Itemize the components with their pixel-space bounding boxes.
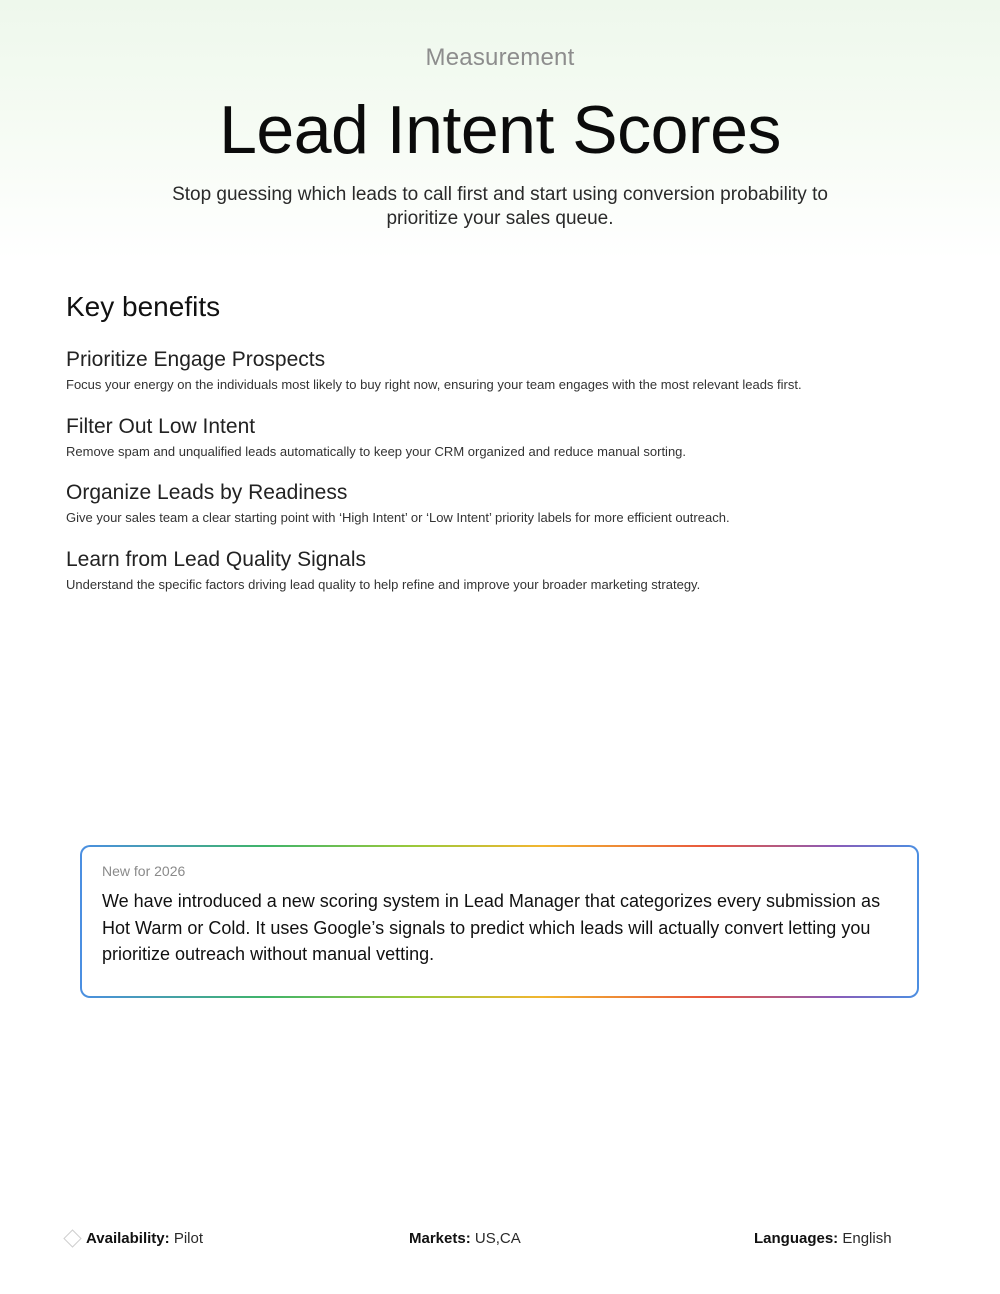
- benefit-title: Organize Leads by Readiness: [66, 481, 348, 504]
- key-benefits-heading: Key benefits: [66, 291, 221, 322]
- callout-label: New for 2026: [102, 863, 186, 879]
- diamond-icon: [63, 1229, 81, 1247]
- category-eyebrow: Measurement: [425, 44, 575, 71]
- footer-info: [0, 1228, 1000, 1250]
- markets-label: Markets:: [409, 1230, 471, 1247]
- benefit-item: [66, 346, 946, 413]
- benefit-description: Focus your energy on the individuals most likely to buy right now, ensuring your team engages with the most relevant leads first.: [66, 377, 802, 392]
- benefit-description: Give your sales team a clear starting point with ‘High Intent’ or ‘Low Intent’ priority labels for more efficient outreach.: [66, 510, 730, 525]
- benefit-description: Remove spam and unqualified leads automatically to keep your CRM organized and reduce manual sorting.: [66, 443, 687, 459]
- benefit-item: [66, 546, 946, 613]
- page-subtitle: Stop guessing which leads to call first and start using conversion probability to prioritize your sales queue.: [172, 184, 828, 229]
- availability-label: Availability:: [86, 1230, 170, 1247]
- benefit-item: [66, 479, 946, 546]
- languages-value: English: [842, 1230, 892, 1247]
- new-feature-callout: [80, 845, 919, 998]
- callout-content: [82, 847, 917, 996]
- benefit-title: Prioritize Engage Prospects: [66, 348, 326, 371]
- benefit-title: Filter Out Low Intent: [66, 414, 256, 438]
- benefit-item: [66, 413, 946, 480]
- availability-info: [86, 1228, 203, 1250]
- markets-info: [409, 1228, 521, 1250]
- markets-value: US,CA: [474, 1230, 521, 1247]
- callout-body: We have introduced a new scoring system in Lead Manager that categorizes every submission as Hot Warm or Cold. It uses Google’s signals to predict which leads will actually convert letting you prioritize outreach without manual vetting.: [102, 891, 881, 964]
- benefit-title: Learn from Lead Quality Signals: [66, 547, 366, 571]
- languages-info: [754, 1228, 892, 1250]
- page-title: Lead Intent Scores: [219, 92, 781, 168]
- languages-label: Languages:: [754, 1230, 839, 1247]
- availability-value: Pilot: [173, 1230, 203, 1247]
- benefit-description: Understand the specific factors driving lead quality to help refine and improve your broader marketing strategy.: [66, 576, 701, 592]
- benefits-list: [66, 346, 946, 612]
